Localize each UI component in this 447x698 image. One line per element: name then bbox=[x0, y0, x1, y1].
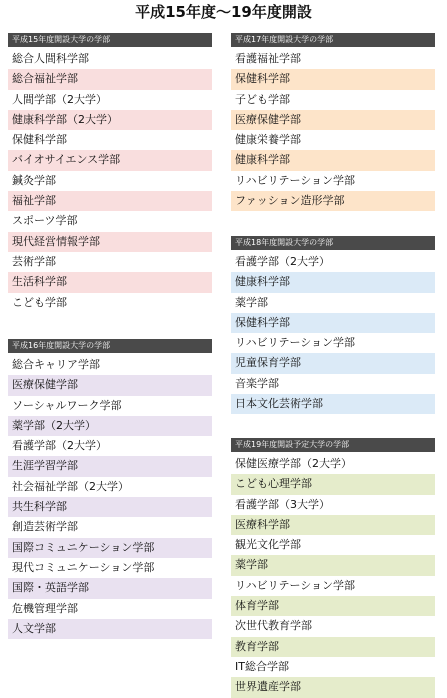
section-header: 平成15年度開設大学の学部 bbox=[8, 33, 212, 47]
faculty-item: こども心理学部 bbox=[231, 474, 435, 494]
section-h18 bbox=[231, 236, 435, 414]
faculty-item: 音楽学部 bbox=[231, 374, 435, 394]
faculty-item: 教育学部 bbox=[231, 637, 435, 657]
faculty-item: 保健科学部 bbox=[231, 313, 435, 333]
faculty-item: 看護学部（3大学） bbox=[231, 495, 435, 515]
faculty-item: リハビリテーション学部 bbox=[231, 576, 435, 596]
faculty-item: 体育学部 bbox=[231, 596, 435, 616]
faculty-item: 人間学部（2大学） bbox=[8, 90, 212, 110]
faculty-item: 子ども学部 bbox=[231, 90, 435, 110]
section-h19 bbox=[231, 438, 435, 698]
faculty-item: 鍼灸学部 bbox=[8, 171, 212, 191]
faculty-item: 児童保育学部 bbox=[231, 353, 435, 373]
faculty-item: 人文学部 bbox=[8, 619, 212, 639]
faculty-item: 看護学部（2大学） bbox=[8, 436, 212, 456]
faculty-item: こども学部 bbox=[8, 293, 212, 313]
faculty-item: 社会福祉学部（2大学） bbox=[8, 477, 212, 497]
faculty-item: バイオサイエンス学部 bbox=[8, 150, 212, 170]
faculty-item: 薬学部 bbox=[231, 555, 435, 575]
faculty-item: IT総合学部 bbox=[231, 657, 435, 677]
faculty-item: ファッション造形学部 bbox=[231, 191, 435, 211]
faculty-item: 危機管理学部 bbox=[8, 599, 212, 619]
section-header: 平成16年度開設大学の学部 bbox=[8, 339, 212, 353]
faculty-item: 創造芸術学部 bbox=[8, 517, 212, 537]
faculty-item: リハビリテーション学部 bbox=[231, 333, 435, 353]
faculty-item: 薬学部 bbox=[231, 293, 435, 313]
faculty-item: 保健科学部 bbox=[8, 130, 212, 150]
section-h17 bbox=[231, 33, 435, 211]
faculty-item: 看護福祉学部 bbox=[231, 49, 435, 69]
faculty-item: 生涯学習学部 bbox=[8, 456, 212, 476]
faculty-item: 共生科学部 bbox=[8, 497, 212, 517]
faculty-item: 福祉学部 bbox=[8, 191, 212, 211]
section-header: 平成19年度開設予定大学の学部 bbox=[231, 438, 435, 452]
faculty-item: ソーシャルワーク学部 bbox=[8, 396, 212, 416]
faculty-item: リハビリテーション学部 bbox=[231, 171, 435, 191]
faculty-item: 保健科学部 bbox=[231, 69, 435, 89]
faculty-item: 観光文化学部 bbox=[231, 535, 435, 555]
faculty-item: 総合人間科学部 bbox=[8, 49, 212, 69]
faculty-item: 国際コミュニケーション学部 bbox=[8, 538, 212, 558]
faculty-item: 総合キャリア学部 bbox=[8, 355, 212, 375]
section-h15 bbox=[8, 33, 212, 313]
section-h16 bbox=[8, 339, 212, 639]
faculty-item: 現代コミュニケーション学部 bbox=[8, 558, 212, 578]
faculty-item: 総合福祉学部 bbox=[8, 69, 212, 89]
faculty-item: 看護学部（2大学） bbox=[231, 252, 435, 272]
page-title: 平成15年度～19年度開設 bbox=[135, 3, 312, 21]
faculty-item: 国際・英語学部 bbox=[8, 578, 212, 598]
faculty-item: 健康栄養学部 bbox=[231, 130, 435, 150]
faculty-item: 健康科学部（2大学） bbox=[8, 110, 212, 130]
faculty-item: 医療保健学部 bbox=[8, 375, 212, 395]
faculty-item: 健康科学部 bbox=[231, 150, 435, 170]
faculty-item: 次世代教育学部 bbox=[231, 616, 435, 636]
faculty-item: 現代経営情報学部 bbox=[8, 232, 212, 252]
faculty-item: 医療保健学部 bbox=[231, 110, 435, 130]
faculty-item: 世界遺産学部 bbox=[231, 677, 435, 697]
faculty-item: 薬学部（2大学） bbox=[8, 416, 212, 436]
faculty-item: 生活科学部 bbox=[8, 272, 212, 292]
faculty-item: 医療科学部 bbox=[231, 515, 435, 535]
section-header: 平成18年度開設大学の学部 bbox=[231, 236, 435, 250]
faculty-item: スポーツ学部 bbox=[8, 211, 212, 231]
faculty-item: 日本文化芸術学部 bbox=[231, 394, 435, 414]
faculty-item: 芸術学部 bbox=[8, 252, 212, 272]
section-header: 平成17年度開設大学の学部 bbox=[231, 33, 435, 47]
faculty-item: 健康科学部 bbox=[231, 272, 435, 292]
faculty-item: 保健医療学部（2大学） bbox=[231, 454, 435, 474]
